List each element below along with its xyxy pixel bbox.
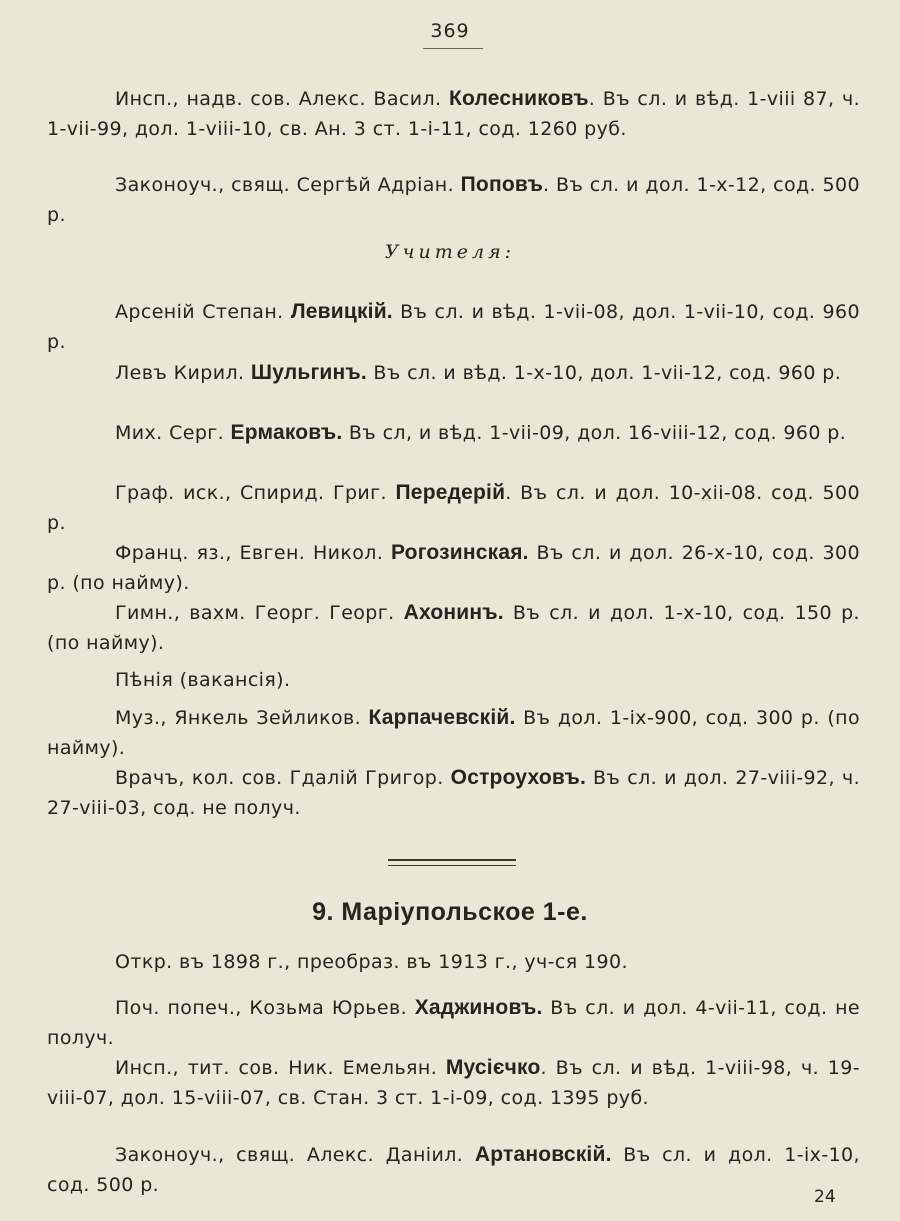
surname: Артановскій. xyxy=(474,1143,612,1166)
section-title xyxy=(0,898,900,927)
surname: Поповъ xyxy=(460,173,543,196)
section-divider xyxy=(388,859,516,866)
surname: Остроуховъ. xyxy=(450,766,586,789)
surname: Карпачевскій. xyxy=(368,706,516,729)
surname: Шульгинъ. xyxy=(250,361,367,384)
teacher-entry: Врачъ, кол. сов. Гдалій Григор. Остроуховъ. Въ сл. и дол. 27-viii-92, ч. 27-viii-03, сод. не получ. xyxy=(47,766,861,819)
section-name: Маріупольское 1-е. xyxy=(341,898,588,926)
surname: Колесниковъ xyxy=(448,87,589,110)
surname: Мусієчко xyxy=(445,1056,541,1079)
page-number-rule xyxy=(423,48,483,49)
teacher-entry: Мих. Серг. Ермаковъ. Въ сл, и вѣд. 1-vii-09, дол. 16-viii-12, сод. 960 р. xyxy=(115,421,847,444)
surname: Левицкій. xyxy=(290,300,393,323)
teacher-entry: Левъ Кирил. Шульгинъ. Въ сл. и вѣд. 1-x-10, дол. 1-vii-12, сод. 960 р. xyxy=(115,361,842,384)
surname: Передерій xyxy=(395,481,506,504)
surname: Ермаковъ. xyxy=(230,421,343,444)
page-number: 369 xyxy=(430,20,470,42)
teacher-entry: Арсеній Степан. Левицкій. Въ сл. и вѣд. 1-vii-08, дол. 1-vii-10, сод. 960 р. xyxy=(47,300,860,353)
surname: Рогозинская. xyxy=(391,541,529,564)
teacher-entry: Муз., Янкель Зейликов. Карпачевскій. Въ дол. 1-ix-900, сод. 300 р. (по найму). xyxy=(47,706,860,759)
section-entry: Законоуч., свящ. Алекс. Даніил. Артановскій. Въ сл. и дол. 1-ix-10, сод. 500 р. xyxy=(47,1143,860,1196)
section-entry: Поч. попеч., Козьма Юрьев. Хаджиновъ. Въ сл. и дол. 4-vii-11, сод. не получ. xyxy=(47,996,861,1049)
entry-inspector: Инсп., надв. сов. Алекс. Васил. Колесниковъ. Въ сл. и вѣд. 1-viii 87, ч. 1-vii-99, дол. 1-viii-10, св. Ан. 3 ст. 1-i-11, сод. 1260 руб. xyxy=(47,87,861,140)
section-entry-opened: Откр. въ 1898 г., преобраз. въ 1913 г., уч-ся 190. xyxy=(115,951,628,973)
section-number: 9. xyxy=(312,898,334,926)
signature-mark: 24 xyxy=(814,1187,836,1207)
teachers-subheading: Учителя: xyxy=(384,241,516,263)
section-entry: Инсп., тит. сов. Ник. Емельян. Мусієчко. Въ сл. и вѣд. 1-viii-98, ч. 19-viii-07, дол. 15-viii-07, св. Стан. 3 ст. 1-i-09, сод. 1395 руб. xyxy=(47,1056,860,1109)
surname: Хаджиновъ. xyxy=(414,996,543,1019)
surname: Ахонинъ. xyxy=(403,601,504,624)
teacher-entry: Франц. яз., Евген. Никол. Рогозинская. Въ сл. и дол. 26-x-10, сод. 300 р. (по найму). xyxy=(47,541,860,594)
teacher-entry-vacancy: Пѣнія (вакансія). xyxy=(115,669,291,691)
entry-religion-teacher: Законоуч., свящ. Сергѣй Адріан. Поповъ. Въ сл. и дол. 1-x-12, сод. 500 р. xyxy=(47,173,860,226)
teacher-entry: Граф. иск., Спирид. Григ. Передерій. Въ сл. и дол. 10-xii-08. сод. 500 р. xyxy=(47,481,860,534)
teacher-entry: Гимн., вахм. Георг. Георг. Ахонинъ. Въ сл. и дол. 1-x-10, сод. 150 р. (по найму). xyxy=(47,601,860,654)
